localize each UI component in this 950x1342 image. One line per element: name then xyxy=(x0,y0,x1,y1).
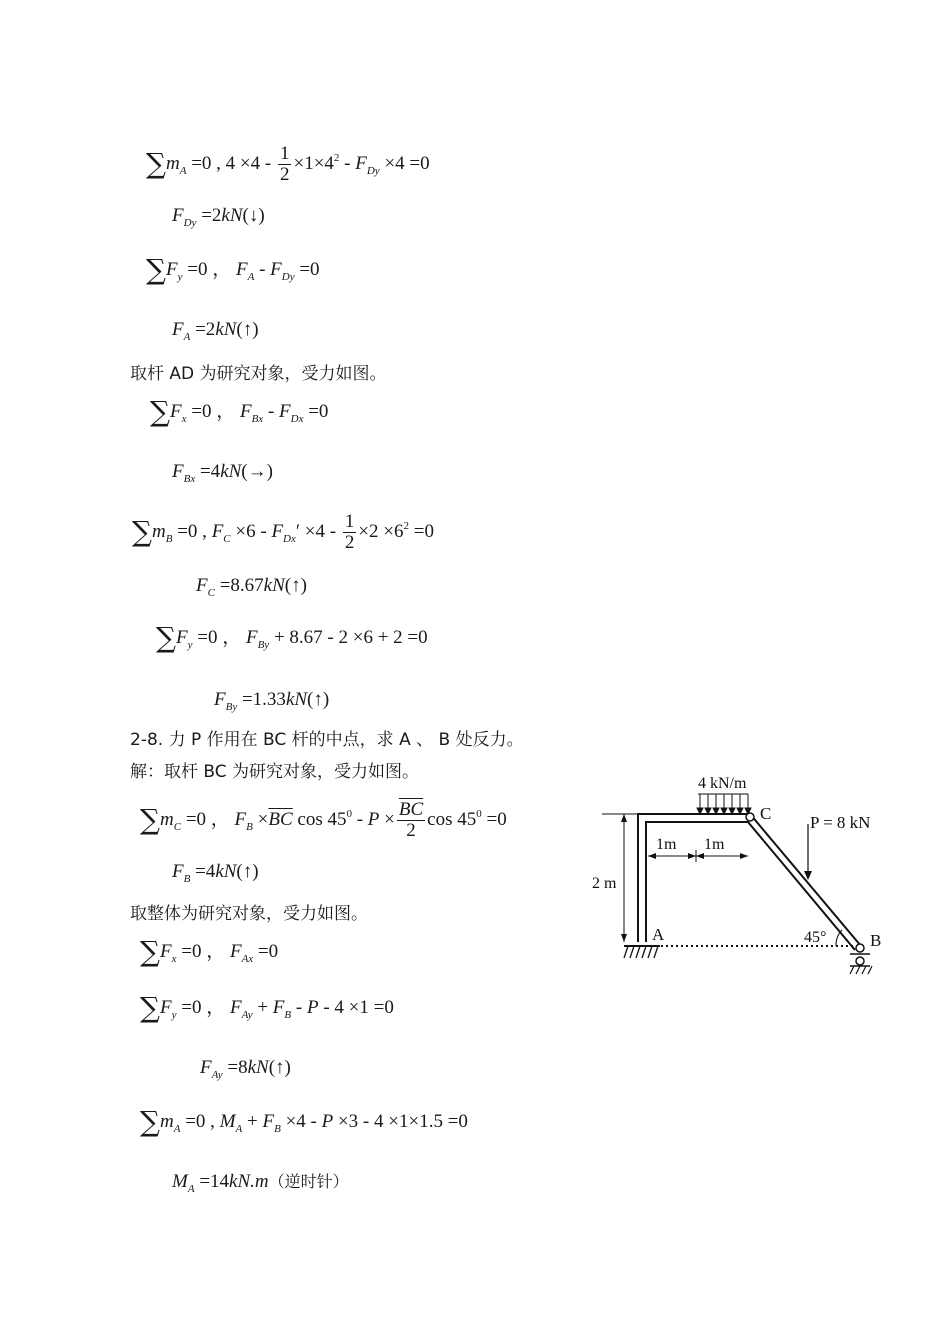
equation-ma-result: $M_A =14kN.m$（逆时针） xyxy=(172,1171,349,1195)
hinge-c xyxy=(746,813,754,821)
equation-sum-fy-ad: $\sum F_y =0$ ， $F_{By} + 8.67 - 2 \times 6 + 2 =0$ xyxy=(156,621,428,654)
text-problem-2-8: 2-8. 力 P 作用在 BC 杆的中点，求 A 、 B 处反力。 xyxy=(130,730,524,750)
text-take-ad: 取杆 AD 为研究对象，受力如图。 xyxy=(130,364,387,384)
label-seg-1: 1m xyxy=(656,836,677,853)
equation-fay-result: $F_{Ay}$ =8kN(↑) xyxy=(200,1057,291,1081)
text-take-bc: 解：取杆 BC 为研究对象，受力如图。 xyxy=(130,762,420,782)
label-point-b: B xyxy=(870,931,882,950)
label-force-p: P = 8 kN xyxy=(810,813,871,832)
frame-diagram xyxy=(592,770,898,980)
equation-fc-result: $F_C$ =8.67kN(↑) xyxy=(196,575,307,599)
label-point-c: C xyxy=(760,804,772,823)
equation-fb-result: $F_B$ =4kN(↑) xyxy=(172,861,259,885)
label-angle: 45° xyxy=(804,929,827,946)
equation-sum-fy-1: $\sum F_y =0$ ， $F_A - F_{Dy} =0$ xyxy=(146,253,320,286)
equation-fdy-result: $F_{Dy}$ =2kN(↓) xyxy=(172,205,265,229)
equation-sum-fx-ad: $\sum F_x =0$ ， $F_{Bx} - F_{Dx} =0$ xyxy=(150,395,329,428)
equation-sum-moments-b: $\sum m_B =0$ , $F_C \times 6 - F_{Dx}' \times 4$ - $\frac{1}{2}$ $\times 2 \times 6^2 =0$ xyxy=(132,511,434,553)
equation-fby-result: $F_{By}$ =1.33kN(↑) xyxy=(214,689,330,713)
equation-sum-moments-a-1: $\sum m_A =0$ , 4 ×4 - $\frac{1}{2}$ $\times 1\times 4^2 - F_{Dy} \times 4 =0$ xyxy=(146,143,430,185)
equation-fa-result: $F_A$ =2kN(↑) xyxy=(172,319,259,343)
equation-sum-fy-whole: $\sum F_y =0$ ， $F_{Ay} + F_B - P - 4 \times 1 =0$ xyxy=(140,991,394,1024)
label-point-a: A xyxy=(652,925,665,944)
label-height: 2 m xyxy=(592,875,617,892)
frame-members xyxy=(638,814,861,950)
distributed-load xyxy=(697,794,751,814)
equation-sum-moments-a-2: $\sum m_A =0$ , $M_A + F_B \times 4 - P \times 3 - 4 \times 1\times 1.5 =0$ xyxy=(140,1105,468,1138)
equation-sum-moments-c: $\sum m_C =0$ ， $F_B \times\overline{BC}$ $\cos 45^0$ - P × $\frac{\overline{BC}}{2}$ $\cos 45^0 =0$ xyxy=(140,799,507,841)
label-seg-2: 1m xyxy=(704,836,725,853)
counterclockwise-note: （逆时针） xyxy=(268,1172,349,1191)
text-take-whole: 取整体为研究对象，受力如图。 xyxy=(130,904,368,924)
label-distributed-load: 4 kN/m xyxy=(698,775,747,792)
equation-fbx-result: $F_{Bx} =4kN(\to)$ xyxy=(172,461,273,485)
equation-sum-fx-whole: $\sum F_x =0$ ， $F_{Ax} =0$ xyxy=(140,935,279,968)
